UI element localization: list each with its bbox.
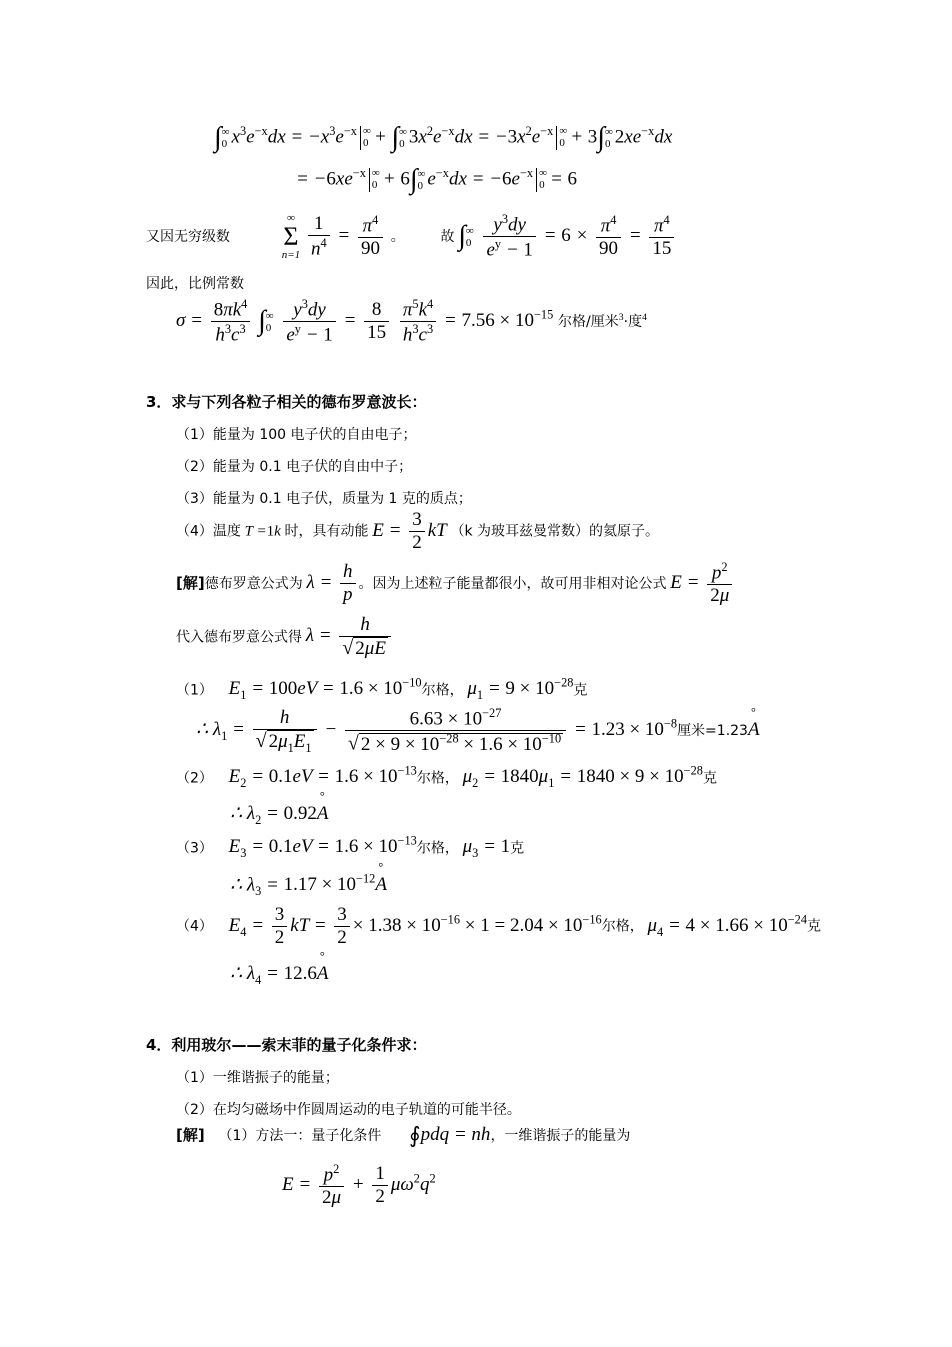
case-4-given: （4） $E_4$ = $\frac{3}{2}$ kT = $\frac{3}{2}$ × $1.38 \times 10^{-16} \times 1 = 2.04 \times 10^{-16}$尔格， $\mu_4 = 4 \times 1.66 \times 10^{-24}$克	[176, 904, 822, 948]
sigma-equation: σ = $\frac{8\pi k^4}{h^3c^3}$ ∫ ∞ 0 $\frac{y^3dy}{e^y - 1}$ = $\frac{8}{15}$ $\frac{\pi^5k^4}{h^3c^3}$ = $7.56 \times 10^{-15}$ 尔格/厘米$^3$·度$^4$	[176, 297, 647, 346]
case-1-result: ∴ $\lambda_1$ = $\frac{h}{√ 2\mu_1E_1}$ − $\frac{6.63 \times 10^{-27}}{√ 2 \times 9 \times 10^{-28} \times 1.6 \times 10^{-10}}$ = $1.23 \times 10^{-8}$厘米=1.23° A	[196, 706, 760, 756]
series-line: 又因无穷级数 ∞ Σ n=1 $\frac{1}{n^4}$ = $\frac{\pi^4}{90}$ 。 故 ∫ ∞ 0 $\frac{y^3dy}{e^y - 1}$ = 6 × $\frac{\pi^4}{90}$ = $\frac{\pi^4}{15}$	[146, 212, 677, 261]
substitution-line: 代入德布罗意公式得 λ = $\frac{h}{√ 2\mu E}$	[176, 614, 394, 660]
q4-solution: [解] （1）方法一：量子化条件 ∮pdq = nh，一维谐振子的能量为	[176, 1122, 631, 1148]
q3-item-3: （3）能量为 0.1 电子伏，质量为 1 克的质点；	[176, 491, 472, 507]
q3-item-4: （4）温度 T =1k 时，具有动能 E = $\frac{3}{2}$ kT （k 为玻耳兹曼常数）的氦原子。	[176, 509, 660, 553]
case-4-result: ∴ $\lambda_4 = 12.6^\circ$ A	[230, 962, 328, 988]
q3-item-2: （2）能量为 0.1 电子伏的自由中子；	[176, 459, 413, 475]
sigma-unit: 尔格/厘米	[558, 314, 619, 331]
case-2-given: （2） $E_2 = 0.1eV = 1.6 \times 10^{-13}$尔格， $\mu_2 = 1840\mu_1 = 1840 \times 9 \times 10^{-28}$克	[176, 764, 717, 791]
solution-debroglie: [解]德布罗意公式为 λ = $\frac{h}{p}$ 。因为上述粒子能量都很小，故可用非相对论公式 E = $\frac{p^2}{2\mu}$	[176, 560, 735, 607]
proportional-constant-label: 因此，比例常数	[146, 276, 244, 292]
question-4-title: 4．利用玻尔——索末菲的量子化条件求：	[146, 1036, 427, 1054]
solution-label: [解]	[176, 573, 205, 592]
case-2-result: ∴ $\lambda_2 = 0.92^\circ$ A	[230, 802, 328, 828]
case-3-result: ∴ $\lambda_3 = 1.17 \times 10^{-12}^\circ$ A	[230, 872, 387, 899]
q4-item-1: （1）一维谐振子的能量；	[176, 1070, 339, 1086]
series-label: 又因无穷级数	[146, 229, 230, 246]
case-1-given: （1） $E_1 = 100eV = 1.6 \times 10^{-10}$尔格， $\mu_1 = 9 \times 10^{-28}$克	[176, 676, 588, 703]
oscillator-energy: E = $\frac{p^2}{2\mu}$ + $\frac{1}{2}$ $\mu\omega^2q^2$	[282, 1162, 436, 1209]
question-3-title: 3．求与下列各粒子相关的德布罗意波长：	[146, 393, 427, 411]
integral-equation-1: ∫ ∞ 0 $x^3e^{-x}dx = -x^3e^{-x}$ ∞ 0 + ∫ ∞ 0 $3x^2e^{-x}dx = -3x^2e^{-x}$ ∞ 0 + 3∫ ∞ 0 $2xe^{-x}dx$	[214, 122, 673, 153]
case-3-given: （3） $E_3 = 0.1eV = 1.6 \times 10^{-13}$尔格， $\mu_3 = 1$克	[176, 834, 525, 861]
q4-item-2: （2）在均匀磁场中作圆周运动的电子轨道的可能半径。	[176, 1102, 521, 1118]
therefore-label: 故	[440, 229, 455, 246]
integral-equation-2: = $-6xe^{-x}$ ∞ 0 + 6∫ ∞ 0 $e^{-x}dx = -6e^{-x}$ ∞ 0 = 6	[296, 164, 578, 195]
q3-item-1: （1）能量为 100 电子伏的自由电子；	[176, 427, 417, 443]
